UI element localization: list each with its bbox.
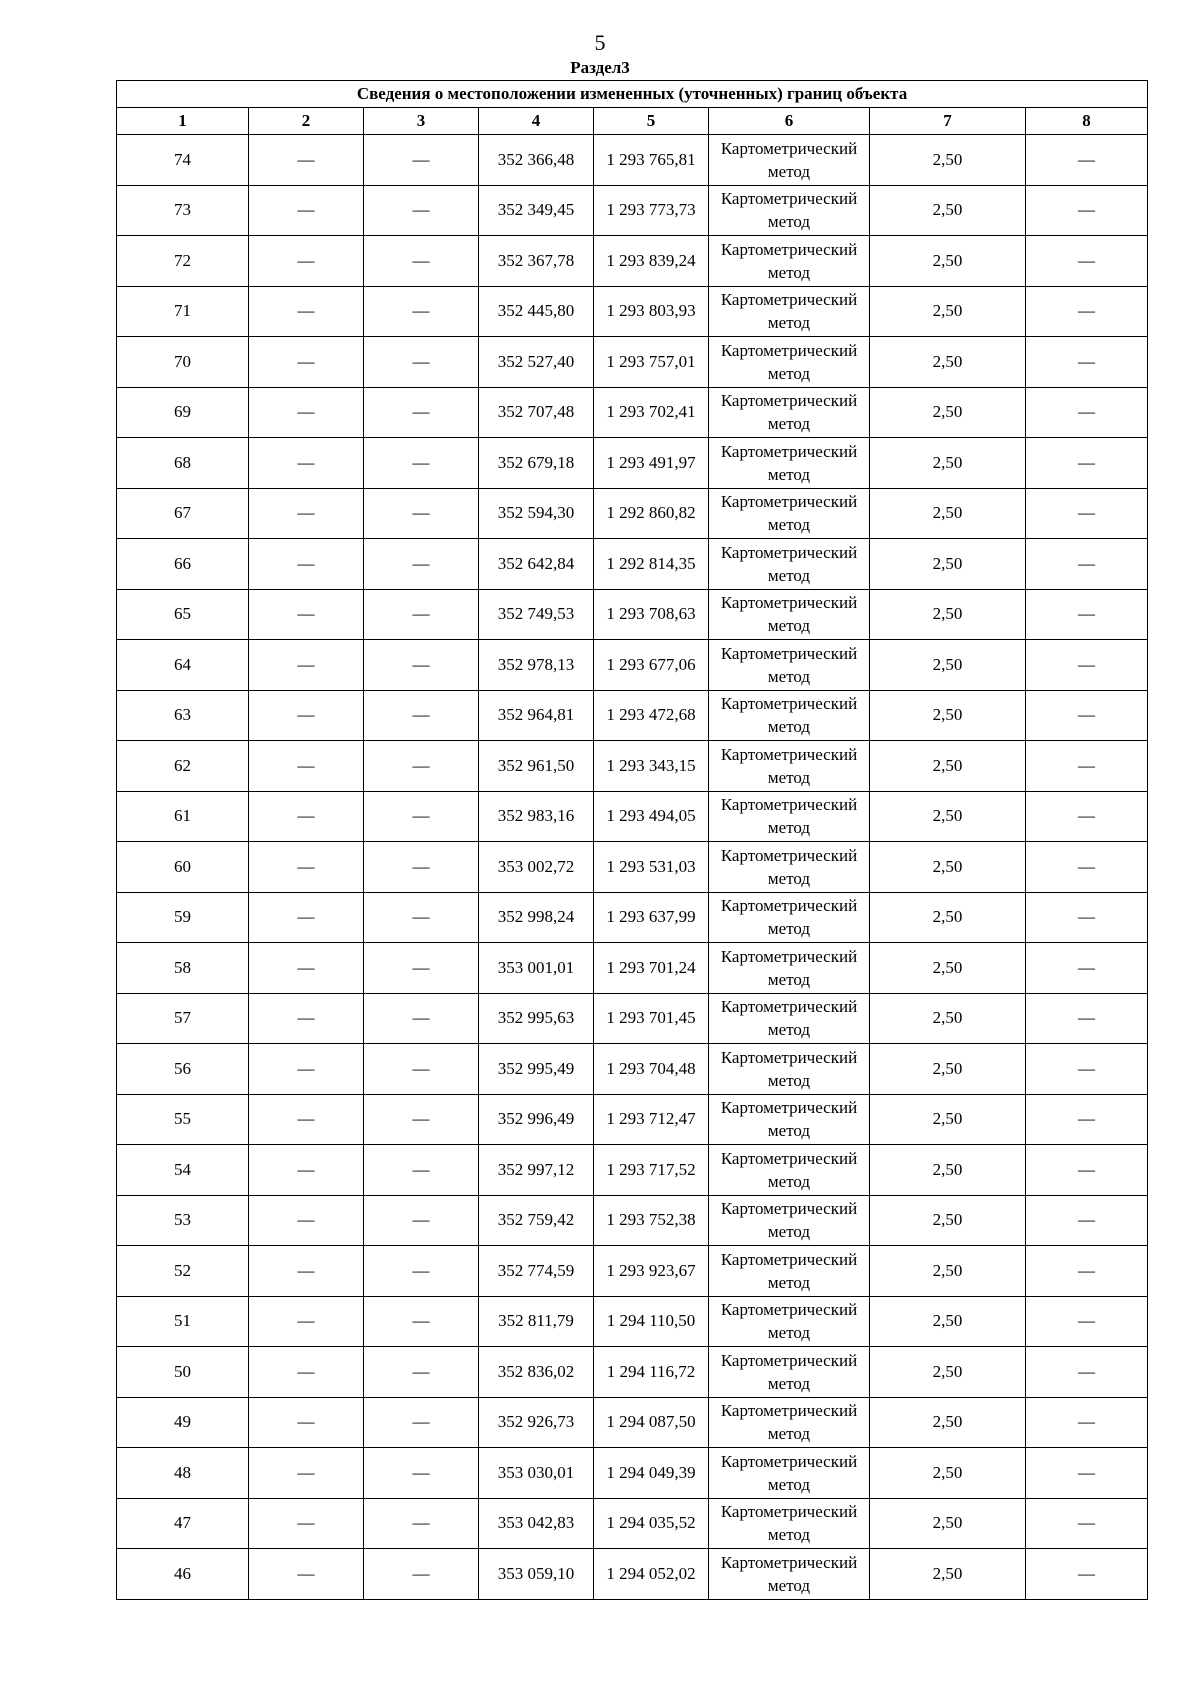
column-number: 6 [709,108,870,135]
table-row [117,1347,1148,1398]
y-coordinate-cell: 1 293 773,73 [594,185,709,236]
cell-col3: — [364,1044,479,1095]
x-coordinate-cell: 353 002,72 [479,842,594,893]
cell-col3: — [364,1448,479,1499]
cell-col8: — [1026,1397,1148,1448]
coordinates-table [116,80,1148,1600]
table-body [117,135,1148,1600]
column-number: 1 [117,108,249,135]
cell-col3: — [364,640,479,691]
cell-col3: — [364,1498,479,1549]
cell-col8: — [1026,1296,1148,1347]
cell-col2: — [249,539,364,590]
accuracy-cell: 2,50 [870,1397,1026,1448]
table-row [117,640,1148,691]
cell-col8: — [1026,1195,1148,1246]
table-row [117,1397,1148,1448]
y-coordinate-cell: 1 293 472,68 [594,690,709,741]
method-cell: Картометрический метод [709,539,870,590]
point-number-cell: 63 [117,690,249,741]
accuracy-cell: 2,50 [870,539,1026,590]
cell-col2: — [249,236,364,287]
accuracy-cell: 2,50 [870,1498,1026,1549]
cell-col8: — [1026,943,1148,994]
cell-col2: — [249,589,364,640]
point-number-cell: 74 [117,135,249,186]
method-cell: Картометрический метод [709,1549,870,1600]
accuracy-cell: 2,50 [870,892,1026,943]
cell-col8: — [1026,1094,1148,1145]
point-number-cell: 72 [117,236,249,287]
x-coordinate-cell: 352 995,49 [479,1044,594,1095]
method-cell: Картометрический метод [709,589,870,640]
cell-col8: — [1026,387,1148,438]
point-number-cell: 55 [117,1094,249,1145]
x-coordinate-cell: 352 995,63 [479,993,594,1044]
cell-col3: — [364,1549,479,1600]
x-coordinate-cell: 352 983,16 [479,791,594,842]
method-cell: Картометрический метод [709,1044,870,1095]
accuracy-cell: 2,50 [870,943,1026,994]
table-row [117,438,1148,489]
cell-col3: — [364,943,479,994]
table-row [117,892,1148,943]
accuracy-cell: 2,50 [870,640,1026,691]
cell-col8: — [1026,791,1148,842]
table-row [117,741,1148,792]
cell-col2: — [249,690,364,741]
method-cell: Картометрический метод [709,1145,870,1196]
table-caption-row [117,81,1148,108]
cell-col8: — [1026,690,1148,741]
table-row [117,791,1148,842]
accuracy-cell: 2,50 [870,387,1026,438]
accuracy-cell: 2,50 [870,1347,1026,1398]
method-cell: Картометрический метод [709,690,870,741]
cell-col8: — [1026,1044,1148,1095]
accuracy-cell: 2,50 [870,1448,1026,1499]
table-row [117,236,1148,287]
cell-col2: — [249,943,364,994]
x-coordinate-cell: 352 367,78 [479,236,594,287]
cell-col2: — [249,993,364,1044]
cell-col3: — [364,993,479,1044]
cell-col3: — [364,1397,479,1448]
x-coordinate-cell: 352 527,40 [479,337,594,388]
point-number-cell: 66 [117,539,249,590]
y-coordinate-cell: 1 293 712,47 [594,1094,709,1145]
cell-col8: — [1026,1145,1148,1196]
y-coordinate-cell: 1 293 839,24 [594,236,709,287]
cell-col8: — [1026,741,1148,792]
x-coordinate-cell: 353 001,01 [479,943,594,994]
method-cell: Картометрический метод [709,741,870,792]
table-row [117,1044,1148,1095]
point-number-cell: 73 [117,185,249,236]
accuracy-cell: 2,50 [870,135,1026,186]
method-cell: Картометрический метод [709,1195,870,1246]
cell-col3: — [364,438,479,489]
method-cell: Картометрический метод [709,337,870,388]
cell-col2: — [249,1347,364,1398]
x-coordinate-cell: 352 679,18 [479,438,594,489]
cell-col2: — [249,286,364,337]
table-row [117,993,1148,1044]
table-row [117,1448,1148,1499]
x-coordinate-cell: 352 926,73 [479,1397,594,1448]
cell-col3: — [364,135,479,186]
cell-col8: — [1026,488,1148,539]
table-caption: Сведения о местоположении измененных (уточненных) границ объекта [117,81,1148,108]
point-number-cell: 47 [117,1498,249,1549]
cell-col8: — [1026,1347,1148,1398]
y-coordinate-cell: 1 294 049,39 [594,1448,709,1499]
x-coordinate-cell: 352 707,48 [479,387,594,438]
cell-col2: — [249,1094,364,1145]
point-number-cell: 71 [117,286,249,337]
table-row [117,539,1148,590]
x-coordinate-cell: 352 366,48 [479,135,594,186]
cell-col8: — [1026,135,1148,186]
cell-col8: — [1026,185,1148,236]
column-number: 4 [479,108,594,135]
cell-col3: — [364,387,479,438]
cell-col3: — [364,741,479,792]
table-row [117,1195,1148,1246]
method-cell: Картометрический метод [709,1347,870,1398]
x-coordinate-cell: 352 774,59 [479,1246,594,1297]
cell-col2: — [249,1397,364,1448]
accuracy-cell: 2,50 [870,842,1026,893]
method-cell: Картометрический метод [709,640,870,691]
table-row [117,1094,1148,1145]
cell-col8: — [1026,993,1148,1044]
y-coordinate-cell: 1 292 860,82 [594,488,709,539]
method-cell: Картометрический метод [709,791,870,842]
method-cell: Картометрический метод [709,135,870,186]
accuracy-cell: 2,50 [870,185,1026,236]
cell-col3: — [364,236,479,287]
method-cell: Картометрический метод [709,842,870,893]
table-row [117,488,1148,539]
cell-col3: — [364,185,479,236]
method-cell: Картометрический метод [709,387,870,438]
x-coordinate-cell: 352 836,02 [479,1347,594,1398]
cell-col2: — [249,337,364,388]
cell-col2: — [249,1296,364,1347]
point-number-cell: 70 [117,337,249,388]
point-number-cell: 68 [117,438,249,489]
y-coordinate-cell: 1 293 702,41 [594,387,709,438]
point-number-cell: 65 [117,589,249,640]
table-row [117,185,1148,236]
point-number-cell: 67 [117,488,249,539]
cell-col3: — [364,842,479,893]
cell-col3: — [364,488,479,539]
y-coordinate-cell: 1 293 701,45 [594,993,709,1044]
x-coordinate-cell: 352 759,42 [479,1195,594,1246]
cell-col2: — [249,842,364,893]
cell-col8: — [1026,337,1148,388]
accuracy-cell: 2,50 [870,488,1026,539]
x-coordinate-cell: 352 978,13 [479,640,594,691]
cell-col8: — [1026,539,1148,590]
cell-col3: — [364,337,479,388]
cell-col8: — [1026,236,1148,287]
accuracy-cell: 2,50 [870,1549,1026,1600]
method-cell: Картометрический метод [709,1498,870,1549]
y-coordinate-cell: 1 293 923,67 [594,1246,709,1297]
cell-col3: — [364,1195,479,1246]
y-coordinate-cell: 1 293 491,97 [594,438,709,489]
cell-col2: — [249,1195,364,1246]
point-number-cell: 51 [117,1296,249,1347]
cell-col3: — [364,1094,479,1145]
point-number-cell: 53 [117,1195,249,1246]
cell-col8: — [1026,286,1148,337]
column-number: 7 [870,108,1026,135]
cell-col8: — [1026,1246,1148,1297]
method-cell: Картометрический метод [709,943,870,994]
accuracy-cell: 2,50 [870,589,1026,640]
table-row [117,1498,1148,1549]
point-number-cell: 54 [117,1145,249,1196]
method-cell: Картометрический метод [709,1296,870,1347]
table-row [117,387,1148,438]
cell-col2: — [249,1145,364,1196]
method-cell: Картометрический метод [709,1094,870,1145]
y-coordinate-cell: 1 294 035,52 [594,1498,709,1549]
point-number-cell: 52 [117,1246,249,1297]
cell-col3: — [364,892,479,943]
accuracy-cell: 2,50 [870,1145,1026,1196]
cell-col2: — [249,488,364,539]
table-row [117,690,1148,741]
cell-col8: — [1026,892,1148,943]
point-number-cell: 62 [117,741,249,792]
table-row [117,286,1148,337]
table-row [117,337,1148,388]
accuracy-cell: 2,50 [870,286,1026,337]
method-cell: Картометрический метод [709,236,870,287]
x-coordinate-cell: 352 349,45 [479,185,594,236]
cell-col3: — [364,539,479,590]
table-row [117,1246,1148,1297]
cell-col8: — [1026,1549,1148,1600]
cell-col3: — [364,1145,479,1196]
accuracy-cell: 2,50 [870,791,1026,842]
point-number-cell: 61 [117,791,249,842]
accuracy-cell: 2,50 [870,1044,1026,1095]
point-number-cell: 57 [117,993,249,1044]
table-row [117,135,1148,186]
cell-col2: — [249,387,364,438]
point-number-cell: 59 [117,892,249,943]
page-number: 5 [594,30,606,55]
y-coordinate-cell: 1 293 531,03 [594,842,709,893]
y-coordinate-cell: 1 294 087,50 [594,1397,709,1448]
y-coordinate-cell: 1 293 765,81 [594,135,709,186]
y-coordinate-cell: 1 293 704,48 [594,1044,709,1095]
cell-col2: — [249,892,364,943]
method-cell: Картометрический метод [709,286,870,337]
cell-col2: — [249,185,364,236]
y-coordinate-cell: 1 293 717,52 [594,1145,709,1196]
cell-col8: — [1026,1498,1148,1549]
cell-col2: — [249,1549,364,1600]
method-cell: Картометрический метод [709,1246,870,1297]
y-coordinate-cell: 1 293 494,05 [594,791,709,842]
cell-col8: — [1026,640,1148,691]
column-number: 3 [364,108,479,135]
column-number-row [117,108,1148,135]
accuracy-cell: 2,50 [870,1094,1026,1145]
point-number-cell: 50 [117,1347,249,1398]
cell-col2: — [249,1246,364,1297]
x-coordinate-cell: 352 996,49 [479,1094,594,1145]
accuracy-cell: 2,50 [870,1296,1026,1347]
point-number-cell: 46 [117,1549,249,1600]
y-coordinate-cell: 1 294 052,02 [594,1549,709,1600]
y-coordinate-cell: 1 293 343,15 [594,741,709,792]
method-cell: Картометрический метод [709,1448,870,1499]
y-coordinate-cell: 1 293 757,01 [594,337,709,388]
method-cell: Картометрический метод [709,993,870,1044]
y-coordinate-cell: 1 293 637,99 [594,892,709,943]
x-coordinate-cell: 352 749,53 [479,589,594,640]
point-number-cell: 49 [117,1397,249,1448]
cell-col2: — [249,1448,364,1499]
table-row [117,589,1148,640]
cell-col3: — [364,1246,479,1297]
cell-col3: — [364,589,479,640]
y-coordinate-cell: 1 294 110,50 [594,1296,709,1347]
cell-col3: — [364,690,479,741]
x-coordinate-cell: 353 030,01 [479,1448,594,1499]
table-row [117,842,1148,893]
method-cell: Картометрический метод [709,438,870,489]
accuracy-cell: 2,50 [870,236,1026,287]
accuracy-cell: 2,50 [870,438,1026,489]
cell-col2: — [249,791,364,842]
y-coordinate-cell: 1 293 701,24 [594,943,709,994]
y-coordinate-cell: 1 294 116,72 [594,1347,709,1398]
point-number-cell: 60 [117,842,249,893]
point-number-cell: 64 [117,640,249,691]
accuracy-cell: 2,50 [870,993,1026,1044]
x-coordinate-cell: 352 997,12 [479,1145,594,1196]
x-coordinate-cell: 352 811,79 [479,1296,594,1347]
cell-col8: — [1026,1448,1148,1499]
cell-col3: — [364,286,479,337]
cell-col2: — [249,741,364,792]
x-coordinate-cell: 353 059,10 [479,1549,594,1600]
column-number: 5 [594,108,709,135]
column-number: 8 [1026,108,1148,135]
y-coordinate-cell: 1 293 677,06 [594,640,709,691]
cell-col2: — [249,1498,364,1549]
point-number-cell: 58 [117,943,249,994]
x-coordinate-cell: 352 642,84 [479,539,594,590]
x-coordinate-cell: 352 998,24 [479,892,594,943]
method-cell: Картометрический метод [709,1397,870,1448]
cell-col3: — [364,1347,479,1398]
cell-col8: — [1026,842,1148,893]
table-row [117,1145,1148,1196]
y-coordinate-cell: 1 292 814,35 [594,539,709,590]
table-row [117,943,1148,994]
y-coordinate-cell: 1 293 708,63 [594,589,709,640]
x-coordinate-cell: 352 964,81 [479,690,594,741]
cell-col2: — [249,640,364,691]
method-cell: Картометрический метод [709,488,870,539]
accuracy-cell: 2,50 [870,1195,1026,1246]
y-coordinate-cell: 1 293 752,38 [594,1195,709,1246]
cell-col8: — [1026,589,1148,640]
column-number: 2 [249,108,364,135]
accuracy-cell: 2,50 [870,1246,1026,1297]
x-coordinate-cell: 353 042,83 [479,1498,594,1549]
section-title: Раздел3 [570,58,630,77]
method-cell: Картометрический метод [709,185,870,236]
y-coordinate-cell: 1 293 803,93 [594,286,709,337]
accuracy-cell: 2,50 [870,337,1026,388]
x-coordinate-cell: 352 445,80 [479,286,594,337]
cell-col3: — [364,791,479,842]
cell-col2: — [249,135,364,186]
accuracy-cell: 2,50 [870,690,1026,741]
accuracy-cell: 2,50 [870,741,1026,792]
table-row [117,1296,1148,1347]
x-coordinate-cell: 352 594,30 [479,488,594,539]
x-coordinate-cell: 352 961,50 [479,741,594,792]
cell-col8: — [1026,438,1148,489]
method-cell: Картометрический метод [709,892,870,943]
cell-col2: — [249,1044,364,1095]
point-number-cell: 56 [117,1044,249,1095]
cell-col3: — [364,1296,479,1347]
table-row [117,1549,1148,1600]
cell-col2: — [249,438,364,489]
point-number-cell: 69 [117,387,249,438]
point-number-cell: 48 [117,1448,249,1499]
